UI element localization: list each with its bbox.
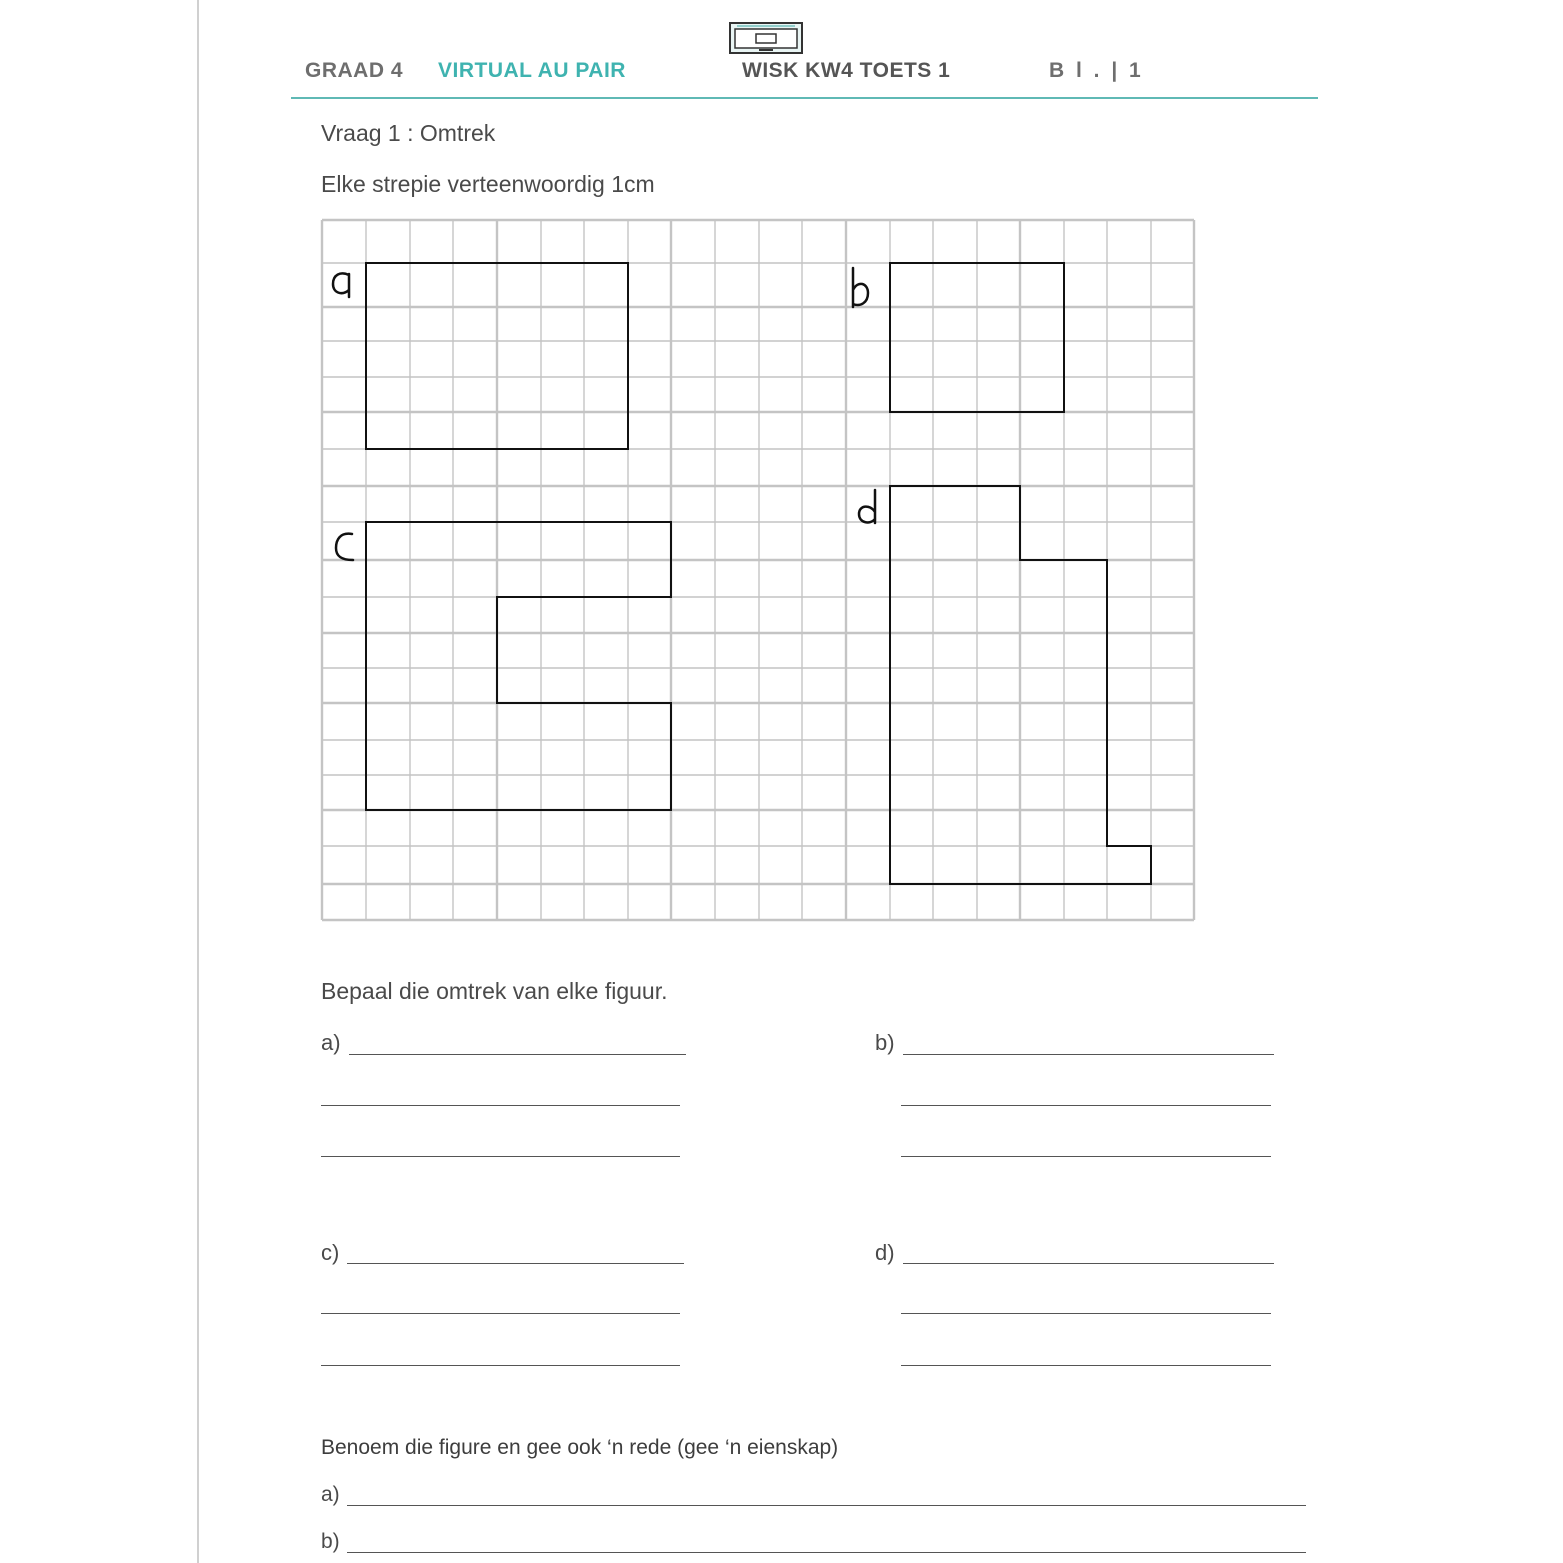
figure-label-a bbox=[333, 273, 349, 297]
question-title: Vraag 1 : Omtrek bbox=[321, 120, 496, 146]
answer-d-line-3[interactable] bbox=[901, 1365, 1271, 1366]
answer-a-label: a) bbox=[321, 1030, 341, 1055]
figure-c bbox=[366, 522, 671, 810]
name-answer-a-label: a) bbox=[321, 1483, 340, 1506]
name-answer-a-line[interactable] bbox=[347, 1505, 1306, 1506]
figure-label-b bbox=[853, 268, 868, 307]
answer-c-line-1[interactable] bbox=[347, 1263, 684, 1264]
answer-c-line-2[interactable] bbox=[321, 1313, 680, 1314]
header-subject: WISK KW4 TOETS 1 bbox=[742, 59, 951, 82]
answer-b-line-2[interactable] bbox=[901, 1105, 1271, 1106]
figure-label-d bbox=[859, 490, 875, 523]
answer-d-label: d) bbox=[875, 1240, 895, 1265]
answer-a-line-3[interactable] bbox=[321, 1156, 680, 1157]
scale-note: Elke strepie verteenwoordig 1cm bbox=[321, 171, 655, 197]
name-answer-b-line[interactable] bbox=[347, 1552, 1306, 1553]
answer-d-line-1[interactable] bbox=[903, 1263, 1274, 1264]
answer-a-line-1[interactable] bbox=[349, 1054, 686, 1055]
name-answer-b-label: b) bbox=[321, 1530, 340, 1553]
header-grade: GRAAD 4 bbox=[305, 59, 404, 82]
answer-c-label: c) bbox=[321, 1240, 340, 1265]
answer-b-label: b) bbox=[875, 1030, 895, 1055]
header-page-number: B l . | 1 bbox=[1049, 59, 1144, 82]
answer-b-line-1[interactable] bbox=[903, 1054, 1274, 1055]
answer-c-line-3[interactable] bbox=[321, 1365, 680, 1366]
perimeter-instruction: Bepaal die omtrek van elke figuur. bbox=[321, 978, 668, 1004]
name-figures-instruction: Benoem die figure en gee ook ‘n rede (gee ‘n eienskap) bbox=[321, 1436, 839, 1459]
answer-b-line-3[interactable] bbox=[901, 1156, 1271, 1157]
answer-a-line-2[interactable] bbox=[321, 1105, 680, 1106]
header-brand: VIRTUAL AU PAIR bbox=[438, 59, 626, 82]
answer-d-line-2[interactable] bbox=[901, 1313, 1271, 1314]
figure-label-c bbox=[336, 534, 353, 560]
